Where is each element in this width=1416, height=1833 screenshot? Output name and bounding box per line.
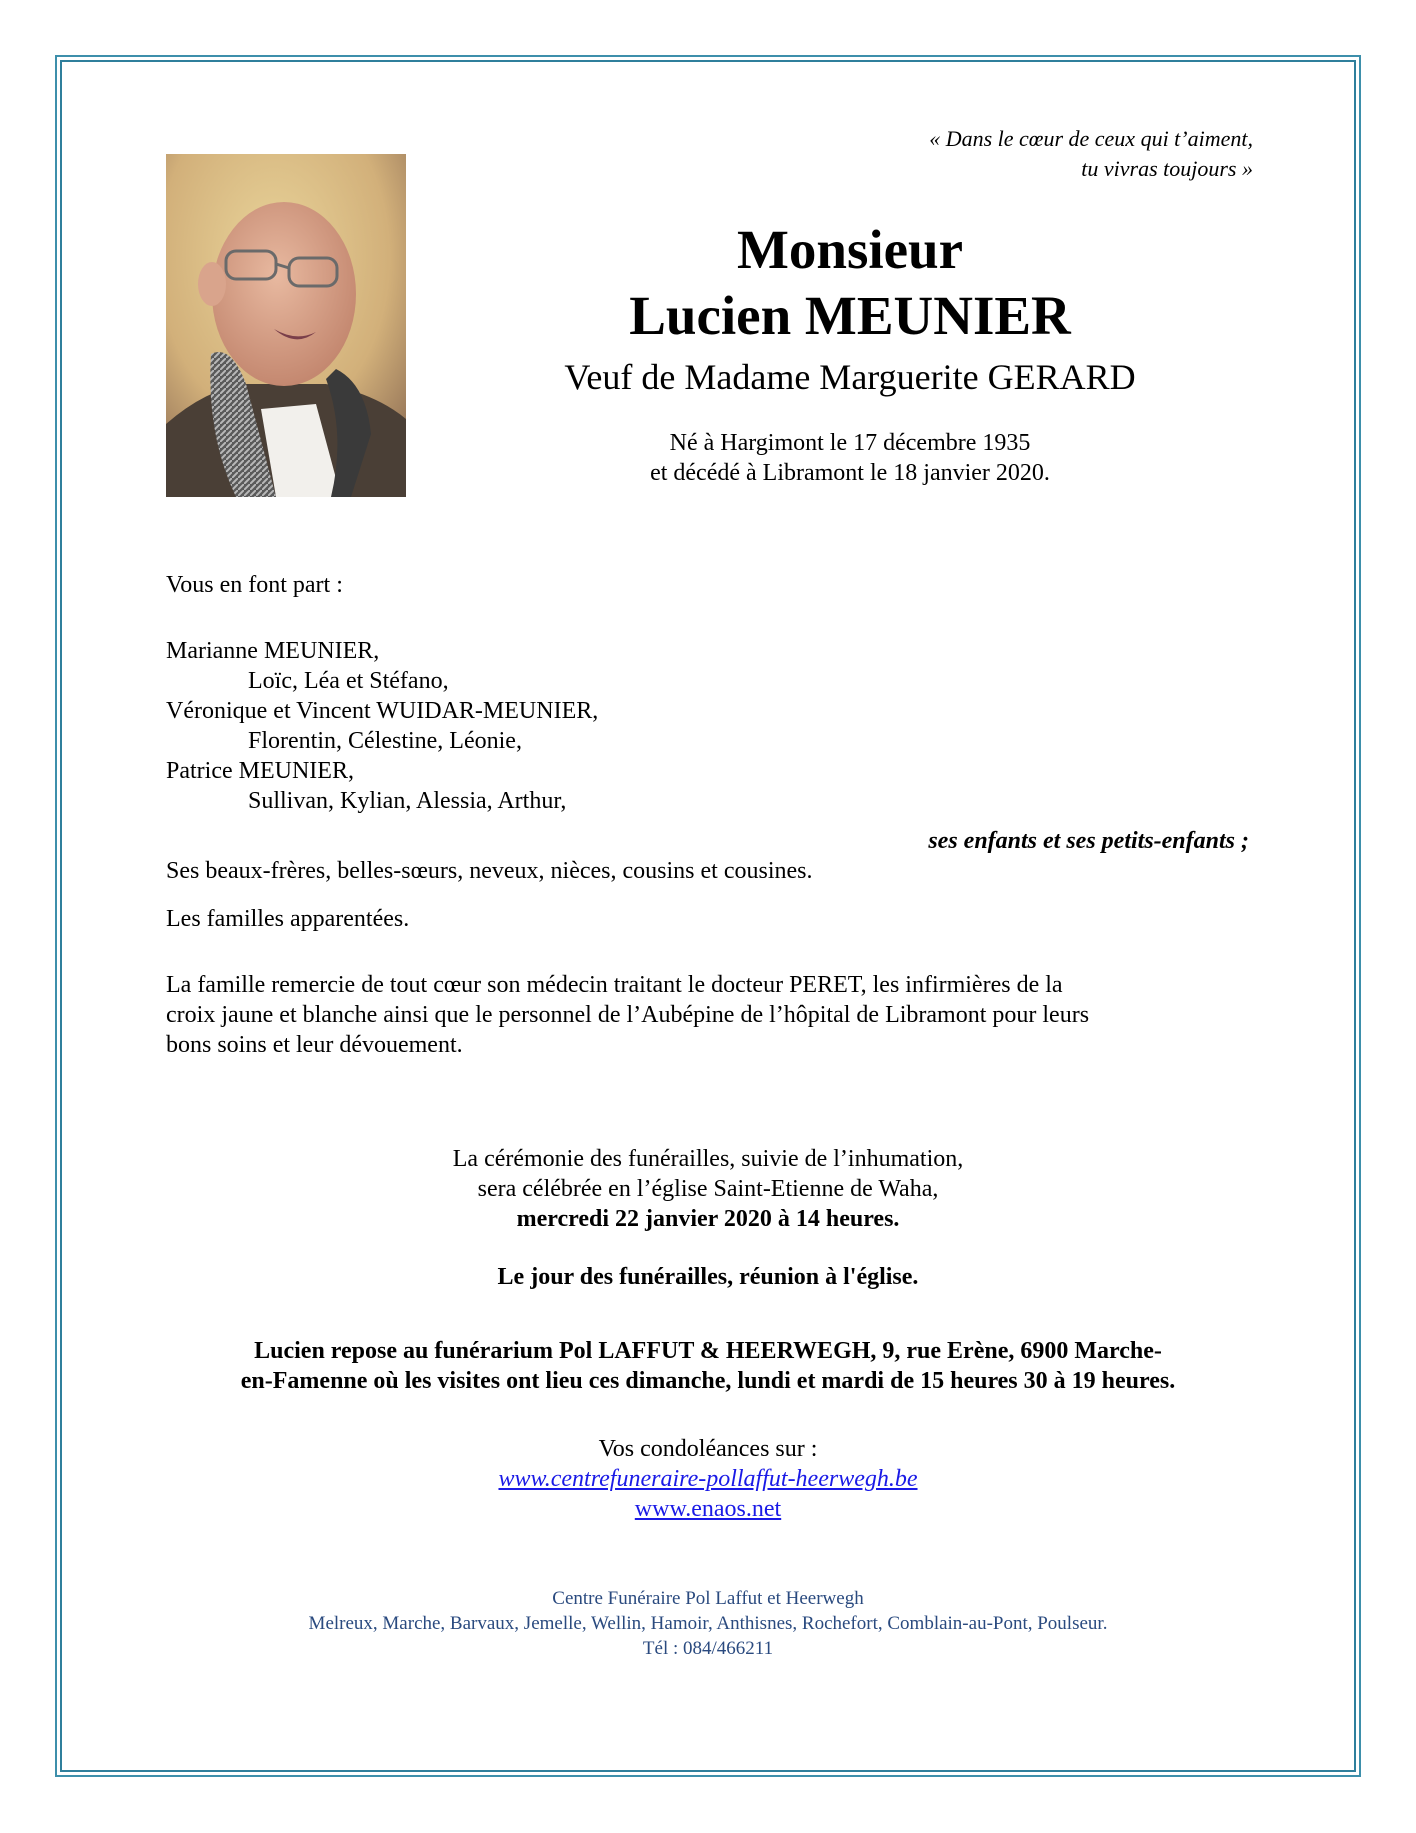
thanks-line: croix jaune et blanche ainsi que le personnel de l’Aubépine de l’hôpital de Libramont pour leurs: [166, 1002, 1090, 1028]
children-label: ses enfants et ses petits-enfants ;: [928, 828, 1249, 854]
ceremony-info: [166, 1144, 1250, 1234]
family-list: [166, 636, 598, 816]
families-line: Les familles apparentées.: [166, 906, 410, 932]
ceremony-datetime: mercredi 22 janvier 2020 à 14 heures.: [516, 1206, 900, 1232]
epigraph-quote: [929, 124, 1253, 184]
footer: [166, 1586, 1250, 1661]
death-line: et décédé à Libramont le 18 janvier 2020.: [650, 460, 1050, 486]
meeting-note: Le jour des funérailles, réunion à l'église.: [497, 1264, 919, 1290]
portrait-image: [166, 154, 406, 497]
family-line: Sullivan, Kylian, Alessia, Arthur,: [248, 788, 567, 814]
condolences-link-funeral-center[interactable]: www.centrefuneraire-pollaffut-heerwegh.be: [498, 1466, 918, 1492]
condolences-label: Vos condoléances sur :: [598, 1436, 818, 1462]
thanks-line: bons soins et leur dévouement.: [166, 1032, 463, 1058]
footer-company: Centre Funéraire Pol Laffut et Heerwegh: [552, 1588, 864, 1609]
quote-line-1: « Dans le cœur de ceux qui t’aiment,: [929, 126, 1253, 151]
portrait-photo: [166, 154, 406, 497]
repose-line-2: en-Famenne où les visites ont lieu ces dimanche, lundi et mardi de 15 heures 30 à 19 heures.: [240, 1368, 1176, 1394]
spouse-line: Veuf de Madame Marguerite GERARD: [564, 357, 1136, 397]
family-line: Véronique et Vincent WUIDAR-MEUNIER,: [166, 698, 599, 724]
quote-line-2: tu vivras toujours »: [1081, 156, 1253, 181]
ceremony-line-2: sera célébrée en l’église Saint-Etienne de Waha,: [477, 1176, 939, 1202]
condolences-link-enaos[interactable]: www.enaos.net: [634, 1496, 782, 1522]
family-line: Florentin, Célestine, Léonie,: [248, 728, 522, 754]
announcement-intro: Vous en font part :: [166, 572, 343, 598]
relatives-line: Ses beaux-frères, belles-sœurs, neveux, nièces, cousins et cousines.: [166, 858, 813, 884]
family-line: Patrice MEUNIER,: [166, 758, 354, 784]
thanks-paragraph: [166, 970, 1089, 1060]
footer-locations: Melreux, Marche, Barvaux, Jemelle, Wellin, Hamoir, Anthisnes, Rochefort, Comblain-au-Pont, Poulseur.: [308, 1613, 1108, 1634]
family-line: Loïc, Léa et Stéfano,: [248, 668, 449, 694]
thanks-line: La famille remercie de tout cœur son médecin traitant le docteur PERET, les infirmières de la: [166, 972, 1063, 998]
honorific: Monsieur: [736, 219, 964, 280]
repose-line-1: Lucien repose au funérarium Pol LAFFUT & HEERWEGH, 9, rue Erène, 6900 Marche-: [254, 1338, 1162, 1364]
footer-phone: Tél : 084/466211: [642, 1638, 774, 1659]
repose-info: [166, 1336, 1250, 1396]
ceremony-line-1: La cérémonie des funérailles, suivie de l’inhumation,: [452, 1146, 964, 1172]
condolences-block: [166, 1434, 1250, 1524]
birth-death-info: [430, 428, 1270, 488]
family-line: Marianne MEUNIER,: [166, 638, 380, 664]
birth-line: Né à Hargimont le 17 décembre 1935: [669, 430, 1031, 456]
deceased-name: Lucien MEUNIER: [629, 285, 1071, 346]
